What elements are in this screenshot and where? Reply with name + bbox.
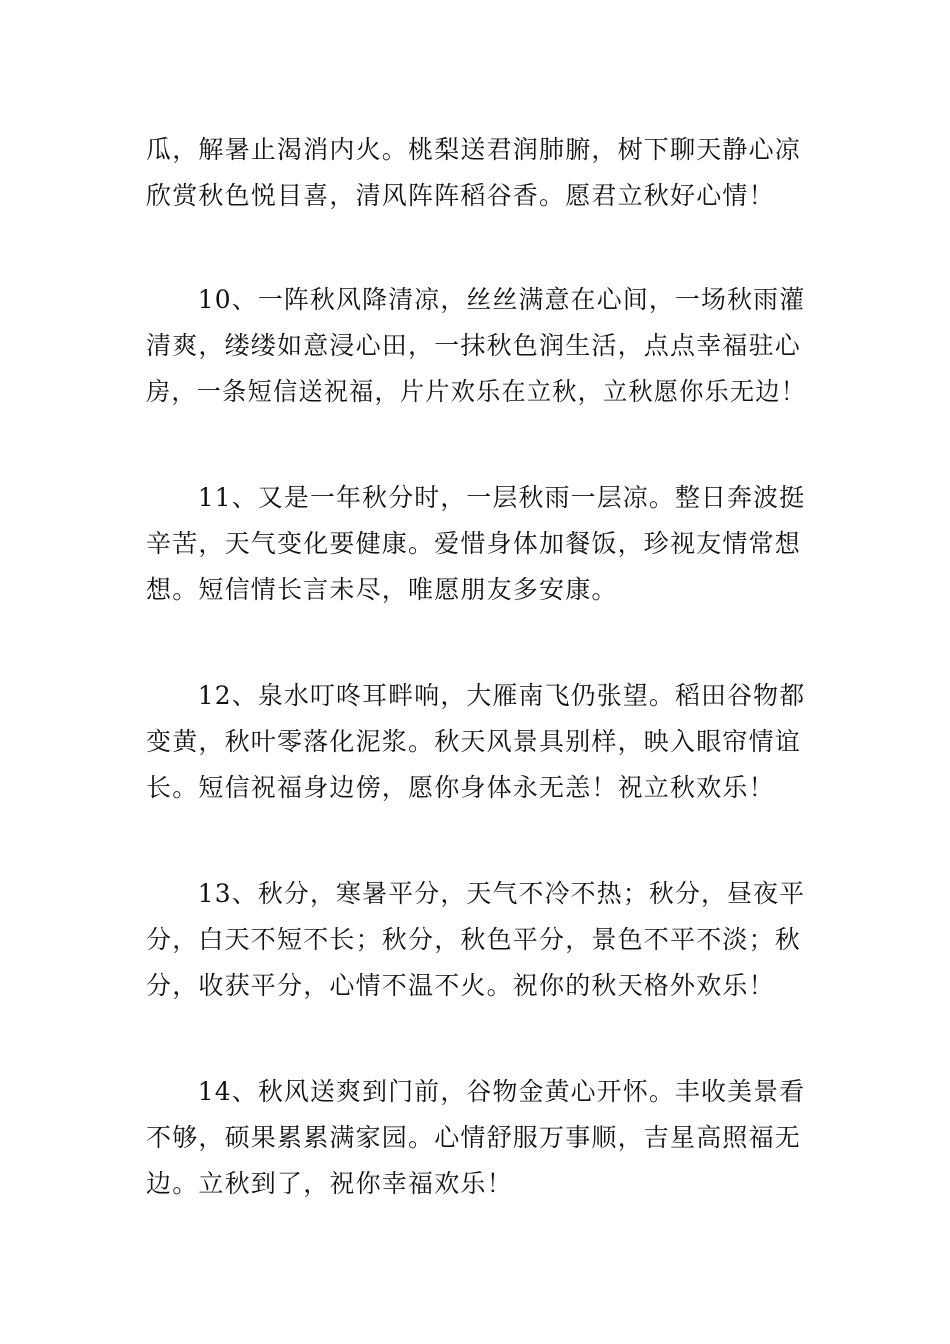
- text-line: 清爽，缕缕如意浸心田，一抹秋色润生活，点点幸福驻心: [146, 331, 802, 360]
- text-line: 房，一条短信送祝福，片片欢乐在立秋，立秋愿你乐无边！: [146, 377, 807, 406]
- text-line: 14、秋风送爽到门前，谷物金黄心开怀。丰收美景看: [197, 1077, 806, 1106]
- paragraph-14: [146, 1069, 806, 1207]
- text-line: 12、泉水叮咚耳畔响，大雁南飞仍张望。稻田谷物都: [197, 681, 806, 710]
- text-line: 分，白天不短不长；秋分，秋色平分，景色不平不淡；秋: [146, 925, 802, 954]
- text-line: 辛苦，天气变化要健康。爱惜身体加餐饭，珍视友情常想: [146, 529, 802, 558]
- paragraph-11: [146, 475, 806, 613]
- paragraph-13: [146, 871, 806, 1009]
- text-line: 瓜，解暑止渴消内火。桃梨送君润肺腑，树下聊天静心凉: [146, 135, 802, 164]
- text-line: 长。短信祝福身边傍，愿你身体永无恙！祝立秋欢乐！: [146, 773, 775, 802]
- text-line: 分，收获平分，心情不温不火。祝你的秋天格外欢乐！: [146, 971, 775, 1000]
- text-line: 想。短信情长言未尽，唯愿朋友多安康。: [146, 575, 618, 604]
- paragraph-continued: [146, 127, 806, 219]
- text-line: 欣赏秋色悦目喜，清风阵阵稻谷香。愿君立秋好心情！: [146, 181, 775, 210]
- text-line: 10、一阵秋风降清凉，丝丝满意在心间，一场秋雨灌: [197, 285, 806, 314]
- text-line: 变黄，秋叶零落化泥浆。秋天风景具别样，映入眼帘情谊: [146, 727, 802, 756]
- paragraph-10: [146, 277, 806, 415]
- text-line: 11、又是一年秋分时，一层秋雨一层凉。整日奔波挺: [197, 483, 806, 512]
- text-line: 边。立秋到了，祝你幸福欢乐！: [146, 1169, 513, 1198]
- paragraph-12: [146, 673, 806, 811]
- text-line: 13、秋分，寒暑平分，天气不冷不热；秋分，昼夜平: [197, 879, 806, 908]
- text-line: 不够，硕果累累满家园。心情舒服万事顺，吉星高照福无: [146, 1123, 802, 1152]
